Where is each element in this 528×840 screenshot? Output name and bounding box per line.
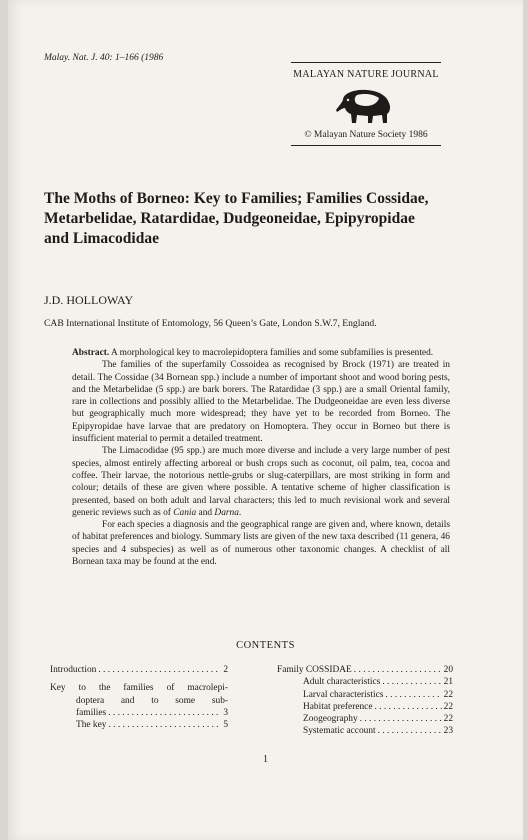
toc-page: 23 bbox=[443, 726, 453, 737]
toc-entry bbox=[50, 719, 228, 731]
toc-entry bbox=[277, 664, 453, 676]
toc-entry bbox=[277, 689, 453, 701]
author-affiliation: CAB International Institute of Entomology, 56 Queen’s Gate, London S.W.7, England. bbox=[44, 318, 377, 329]
toc-entry bbox=[50, 707, 228, 719]
abstract-paragraph bbox=[72, 445, 450, 519]
toc-entry bbox=[50, 682, 228, 719]
toc-label: families bbox=[76, 707, 107, 718]
toc-entry bbox=[277, 725, 453, 737]
toc-label: The key bbox=[76, 720, 107, 731]
abstract-paragraph: For each species a diagnosis and the geographical range are given and, where known, details of habitat preferences and biology. Summary lists are given of the new taxa described (11 genera, 46 species and 4 subspecies) as well as of numerous other taxonomic changes. A checklist of all Bornean taxa may be found at the end. bbox=[72, 520, 450, 568]
toc-leader bbox=[374, 701, 441, 713]
abstract-label: Abstract. bbox=[72, 348, 110, 358]
toc-page: 22 bbox=[443, 689, 453, 700]
article-title bbox=[44, 189, 484, 249]
abstract-text: The Limacodidae (95 spp.) are much more diverse and include a very large number of pest species, almost entirely affecting arboreal or bush crops such as coconut, oil palm, tea, cocoa and coffee. Their larvae, the notorious nettle-grubs or slug-caterpillars, are most striking in form and colour; details of these are given where possible. A tentative scheme of higher classification is presented, based on both adult and larval characters; this led to much revisional work and several generic reviews such as of bbox=[72, 446, 450, 518]
toc-page: 20 bbox=[443, 665, 453, 675]
tapir-logo-icon bbox=[335, 86, 397, 126]
toc-leader bbox=[354, 664, 442, 676]
abstract-intro bbox=[72, 347, 450, 359]
toc-leader bbox=[98, 664, 221, 676]
masthead-bottom-rule bbox=[291, 145, 441, 146]
genus-name: Darna bbox=[214, 507, 239, 518]
toc-entry bbox=[277, 676, 453, 688]
contents-heading: CONTENTS bbox=[236, 640, 295, 651]
title-line: and Limacodidae bbox=[44, 230, 159, 247]
genus-name: Cania bbox=[173, 507, 197, 518]
toc-label: Key to the families of macrolepi- bbox=[50, 683, 228, 694]
toc-entry bbox=[277, 701, 453, 713]
abstract-text: and bbox=[196, 507, 215, 518]
toc-leader bbox=[382, 676, 441, 688]
abstract-text: . bbox=[238, 507, 242, 518]
toc-page: 22 bbox=[443, 701, 453, 712]
toc-page: 3 bbox=[223, 707, 228, 718]
masthead-top-rule bbox=[291, 62, 441, 63]
toc-leader bbox=[378, 725, 442, 737]
title-line: The Moths of Borneo: Key to Families; Families Cossidae, bbox=[44, 190, 429, 207]
journal-citation: Malay. Nat. J. 40: 1–166 (1986 bbox=[44, 53, 164, 63]
abstract-intro-text: A morphological key to macrolepidoptera families and some subfamilies is presented. bbox=[109, 348, 434, 358]
contents-left-column bbox=[50, 664, 228, 731]
toc-leader bbox=[108, 719, 221, 731]
toc-leader bbox=[108, 707, 221, 719]
copyright-notice: © Malayan Nature Society 1986 bbox=[304, 130, 428, 140]
title-line: Metarbelidae, Ratardidae, Dudgeoneidae, Epipyropidae bbox=[44, 210, 415, 227]
toc-page: 21 bbox=[443, 677, 453, 688]
toc-page: 2 bbox=[223, 665, 228, 675]
toc-page: 5 bbox=[223, 720, 228, 731]
abstract-paragraph: The families of the superfamily Cossoidea as recognised by Brock (1971) are treated in detail. The Cossidae (34 Bornean spp.) include a number of important shoot and wood boring pests, and the Metarbelidae (5 spp.) are bark borers. The Ratardidae (3 spp.) are a small Oriental family, rare in collections and possibly allied to the Metarbelidae. The Dudgeoneidae are even less diverse but geographically much more widespread; they have yet to be recorded from Borneo. The Epipyropidae have larvae that are predatory on Homoptera. They occur in Borneo but there is insufficient material to permit a detailed treatment. bbox=[72, 360, 450, 445]
journal-name: MALAYAN NATURE JOURNAL bbox=[293, 69, 439, 80]
toc-label: Adult characteristics bbox=[303, 677, 381, 688]
toc-entry bbox=[277, 713, 453, 725]
toc-entry bbox=[50, 664, 228, 676]
abstract bbox=[72, 347, 450, 568]
author-name: J.D. HOLLOWAY bbox=[44, 293, 134, 307]
toc-label: Introduction bbox=[50, 665, 97, 675]
toc-label: doptera and to some sub- bbox=[76, 695, 228, 706]
toc-label: Larval characteristics bbox=[303, 689, 384, 700]
toc-leader bbox=[385, 689, 441, 701]
toc-page: 22 bbox=[443, 714, 453, 725]
toc-leader bbox=[360, 713, 442, 725]
toc-label: Family COSSIDAE bbox=[277, 665, 352, 675]
toc-label: Zoogeography bbox=[303, 714, 358, 725]
toc-label: Habitat preference bbox=[303, 701, 373, 712]
contents-right-column bbox=[277, 664, 453, 738]
journal-masthead bbox=[286, 62, 446, 146]
page-number: 1 bbox=[263, 754, 268, 765]
toc-label: Systematic account bbox=[303, 726, 376, 737]
journal-page bbox=[8, 0, 523, 840]
